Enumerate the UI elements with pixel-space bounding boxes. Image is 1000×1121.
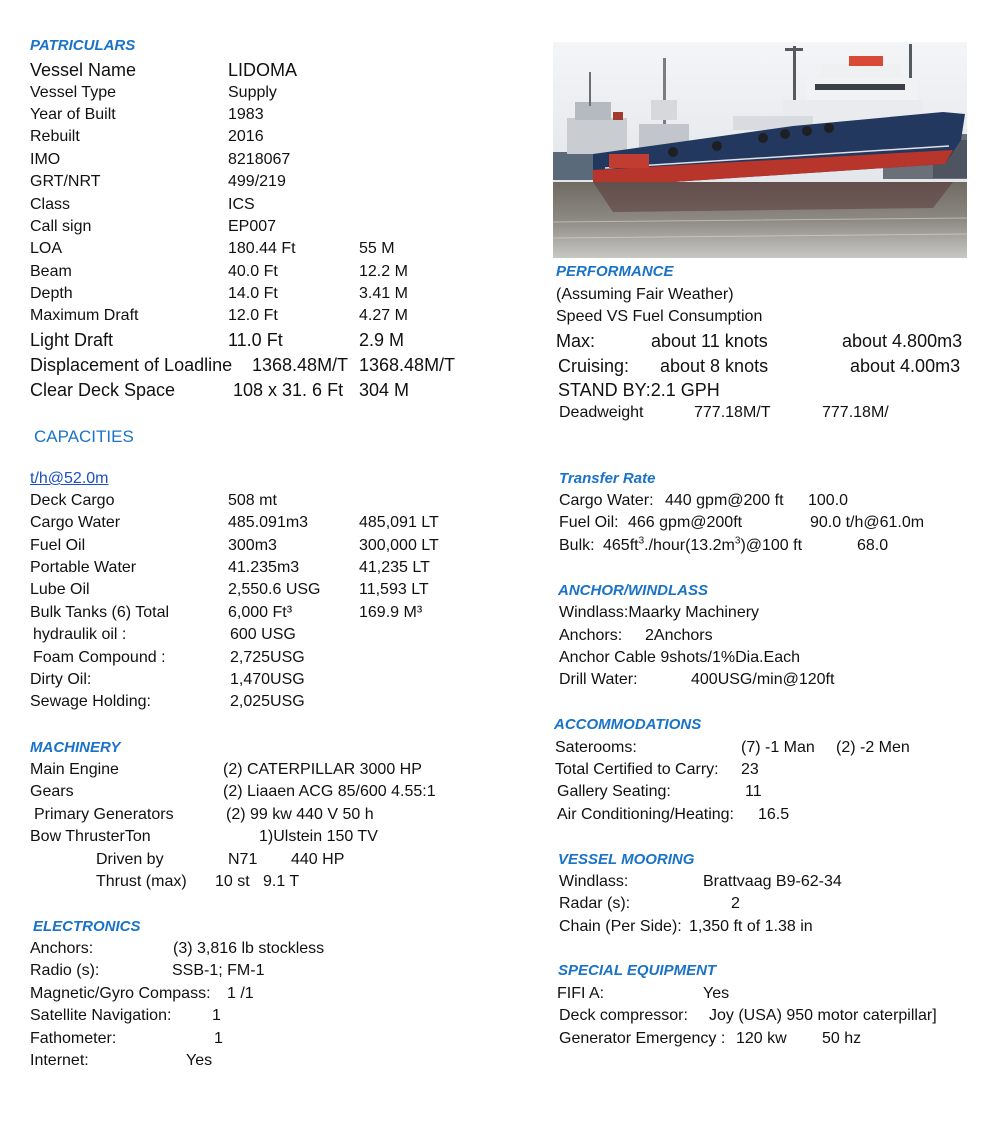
light-draft-label: Light Draft [30, 330, 114, 350]
loa-metric: 55 M [359, 240, 395, 257]
deadweight-value-2: 777.18M/ [822, 404, 889, 421]
vessel-type-value: Supply [228, 84, 277, 101]
radio-value: SSB-1; FM-1 [172, 962, 265, 979]
imo-value: 8218067 [228, 151, 291, 168]
internet-value: Yes [186, 1052, 213, 1069]
class-value: ICS [228, 196, 255, 213]
bulk-tanks-value: 6,000 Ft³ [228, 604, 293, 621]
deadweight-label: Deadweight [559, 404, 644, 421]
light-draft-value: 11.0 Ft [228, 330, 283, 350]
cruising-fuel: about 4.00m3 [850, 356, 961, 376]
transfer-heading: Transfer Rate [559, 470, 656, 487]
electronics-anchors-value: (3) 3,816 lb stockless [173, 940, 325, 957]
generators-label: Primary Generators [34, 806, 174, 823]
portable-water-label: Portable Water [30, 559, 137, 576]
sewage-value: 2,025USG [230, 693, 305, 710]
displacement-metric: 1368.48M/T [359, 355, 456, 375]
deck-space-value: 108 x 31. 6 Ft [233, 380, 344, 400]
loa-label: LOA [30, 240, 63, 257]
bow-thruster-value: 1)Ulstein 150 TV [259, 828, 378, 845]
year-built-label: Year of Built [30, 106, 116, 123]
gears-label: Gears [30, 783, 74, 800]
compass-value: 1 /1 [227, 985, 254, 1002]
performance-heading: PERFORMANCE [556, 263, 674, 280]
max-draft-label: Maximum Draft [30, 307, 139, 324]
rebuilt-label: Rebuilt [30, 128, 80, 145]
satnav-value: 1 [212, 1007, 221, 1024]
main-engine-value: (2) CATERPILLAR 3000 HP [223, 761, 422, 778]
gallery-label: Gallery Seating: [557, 783, 671, 800]
staterooms-b: (2) -2 Men [836, 739, 910, 756]
hydraulik-value: 600 USG [230, 626, 296, 643]
special-heading: SPECIAL EQUIPMENT [558, 962, 717, 979]
grt-value: 499/219 [228, 173, 286, 190]
beam-metric: 12.2 M [359, 263, 408, 280]
cargo-water-alt: 485,091 LT [359, 514, 439, 531]
portable-water-value: 41.235m3 [228, 559, 300, 576]
machinery-heading: MACHINERY [30, 739, 121, 756]
beam-label: Beam [30, 263, 72, 280]
ac-value: 16.5 [758, 806, 790, 823]
displacement-value: 1368.48M/T [252, 355, 349, 375]
chain-label: Chain (Per Side): [559, 918, 682, 935]
max-speed: about 11 knots [651, 331, 768, 351]
max-fuel: about 4.800m3 [842, 331, 963, 351]
fuel-oil-value: 300m3 [228, 537, 277, 554]
driven-by-label: Driven by [96, 851, 164, 868]
fathometer-label: Fathometer: [30, 1030, 117, 1047]
deck-space-metric: 304 M [359, 380, 410, 400]
sewage-label: Sewage Holding: [30, 693, 151, 710]
anchors-label: Anchors: [559, 627, 623, 644]
transfer-bulk-rate: $465ft^3./hour(13.2m^3)@100$ ft [603, 535, 803, 554]
displacement-label: Displacement of Loadline [30, 355, 233, 375]
radar-label: Radar (s): [559, 895, 631, 912]
compass-label: Magnetic/Gyro Compass: [30, 985, 211, 1002]
thrust-extra: 9.1 T [263, 873, 300, 890]
rebuilt-value: 2016 [228, 128, 264, 145]
fuel-oil-label: Fuel Oil [30, 537, 86, 554]
drill-water-value: 400USG/min@120ft [691, 671, 835, 688]
transfer-bulk-label: Bulk: [559, 537, 595, 554]
generator-hz: 50 hz [822, 1030, 862, 1047]
capacities-link[interactable]: t/h@52.0m [30, 470, 109, 487]
compressor-label: Deck compressor: [559, 1007, 688, 1024]
generator-label: Generator Emergency : [559, 1030, 726, 1047]
driven-by-extra: 440 HP [291, 851, 345, 868]
cargo-water-value: 485.091m3 [228, 514, 309, 531]
internet-label: Internet: [30, 1052, 89, 1069]
deck-cargo-label: Deck Cargo [30, 492, 115, 509]
fathometer-value: 1 [214, 1030, 223, 1047]
portable-water-alt: 41,235 LT [359, 559, 430, 576]
staterooms-label: Saterooms: [555, 739, 637, 756]
foam-value: 2,725USG [230, 649, 305, 666]
vessel-name-label: Vessel Name [30, 60, 137, 80]
fifi-value: Yes [703, 985, 730, 1002]
transfer-fuel-oil-extra: 90.0 t/h@61.0m [810, 514, 925, 531]
vessel-photo [553, 42, 967, 258]
thrust-value: 10 st [215, 873, 250, 890]
dirty-oil-value: 1,470USG [230, 671, 305, 688]
grt-label: GRT/NRT [30, 173, 101, 190]
cargo-water-label: Cargo Water [30, 514, 121, 531]
generator-value: 120 kw [736, 1030, 787, 1047]
max-draft-metric: 4.27 M [359, 307, 408, 324]
bulk-tanks-alt: 169.9 M³ [359, 604, 423, 621]
depth-metric: 3.41 M [359, 285, 408, 302]
lube-oil-alt: 11,593 LT [359, 581, 429, 598]
cruising-label: Cruising: [558, 356, 630, 376]
cruising-speed: about 8 knots [660, 356, 769, 376]
accommodations-heading: ACCOMMODATIONS [554, 716, 702, 733]
year-built-value: 1983 [228, 106, 264, 123]
compressor-value: Joy (USA) 950 motor caterpillar] [709, 1007, 937, 1024]
gallery-value: 11 [745, 783, 762, 800]
dirty-oil-label: Dirty Oil: [30, 671, 92, 688]
anchor-windlass: Windlass:Maarky Machinery [559, 604, 760, 621]
radar-value: 2 [731, 895, 740, 912]
hydraulik-label: hydraulik oil : [33, 626, 127, 643]
performance-note: (Assuming Fair Weather) [556, 286, 734, 303]
main-engine-label: Main Engine [30, 761, 119, 778]
imo-label: IMO [30, 151, 61, 168]
bulk-tanks-label: Bulk Tanks (6) Total [30, 604, 170, 621]
transfer-fuel-oil-rate: 466 gpm@200ft [628, 514, 743, 531]
loa-value: 180.44 Ft [228, 240, 296, 257]
transfer-cargo-water-label: Cargo Water: [559, 492, 654, 509]
driven-by-value: N71 [228, 851, 258, 868]
satnav-label: Satellite Navigation: [30, 1007, 172, 1024]
deadweight-value: 777.18M/T [694, 404, 771, 421]
capacities-heading: CAPACITIES [34, 427, 134, 446]
mooring-windlass-label: Windlass: [559, 873, 629, 890]
lube-oil-value: 2,550.6 USG [228, 581, 321, 598]
drill-water-label: Drill Water: [559, 671, 638, 688]
fifi-label: FIFI A: [557, 985, 605, 1002]
ac-label: Air Conditioning/Heating: [557, 806, 734, 823]
max-draft-value: 12.0 Ft [228, 307, 278, 324]
foam-label: Foam Compound : [33, 649, 166, 666]
transfer-bulk-extra: 68.0 [857, 537, 889, 554]
anchor-heading: ANCHOR/WINDLASS [558, 582, 708, 599]
transfer-cargo-water-rate: 440 gpm@200 ft [665, 492, 784, 509]
fuel-oil-alt: 300,000 LT [359, 537, 439, 554]
call-sign-value: EP007 [228, 218, 277, 235]
beam-value: 40.0 Ft [228, 263, 278, 280]
anchor-cable: Anchor Cable 9shots/1%Dia.Each [559, 649, 801, 666]
deck-space-label: Clear Deck Space [30, 380, 176, 400]
electronics-heading: ELECTRONICS [33, 918, 141, 935]
radio-label: Radio (s): [30, 962, 100, 979]
certified-value: 23 [741, 761, 759, 778]
particulars-heading: PATRICULARS [30, 37, 136, 54]
light-draft-metric: 2.9 M [359, 330, 405, 350]
standby: STAND BY:2.1 GPH [558, 380, 720, 400]
depth-label: Depth [30, 285, 73, 302]
deck-cargo-value: 508 mt [228, 492, 277, 509]
vessel-type-label: Vessel Type [30, 84, 116, 101]
certified-label: Total Certified to Carry: [555, 761, 719, 778]
mooring-windlass-value: Brattvaag B9-62-34 [703, 873, 842, 890]
call-sign-label: Call sign [30, 218, 92, 235]
transfer-cargo-water-extra: 100.0 [808, 492, 849, 509]
lube-oil-label: Lube Oil [30, 581, 90, 598]
gears-value: (2) Liaaen ACG 85/600 4.55:1 [223, 783, 436, 800]
max-label: Max: [556, 331, 596, 351]
depth-value: 14.0 Ft [228, 285, 278, 302]
performance-subtitle: Speed VS Fuel Consumption [556, 308, 763, 325]
anchors-value: 2Anchors [645, 627, 713, 644]
thrust-label: Thrust (max) [96, 873, 187, 890]
transfer-fuel-oil-label: Fuel Oil: [559, 514, 619, 531]
staterooms-a: (7) -1 Man [741, 739, 815, 756]
vessel-name-value: LIDOMA [228, 60, 298, 80]
electronics-anchors-label: Anchors: [30, 940, 94, 957]
mooring-heading: VESSEL MOORING [558, 851, 695, 868]
reflection [593, 182, 953, 212]
chain-value: 1,350 ft of 1.38 in [689, 918, 813, 935]
bow-thruster-label: Bow ThrusterTon [30, 828, 151, 845]
class-label: Class [30, 196, 71, 213]
generators-value: (2) 99 kw 440 V 50 h [226, 806, 374, 823]
